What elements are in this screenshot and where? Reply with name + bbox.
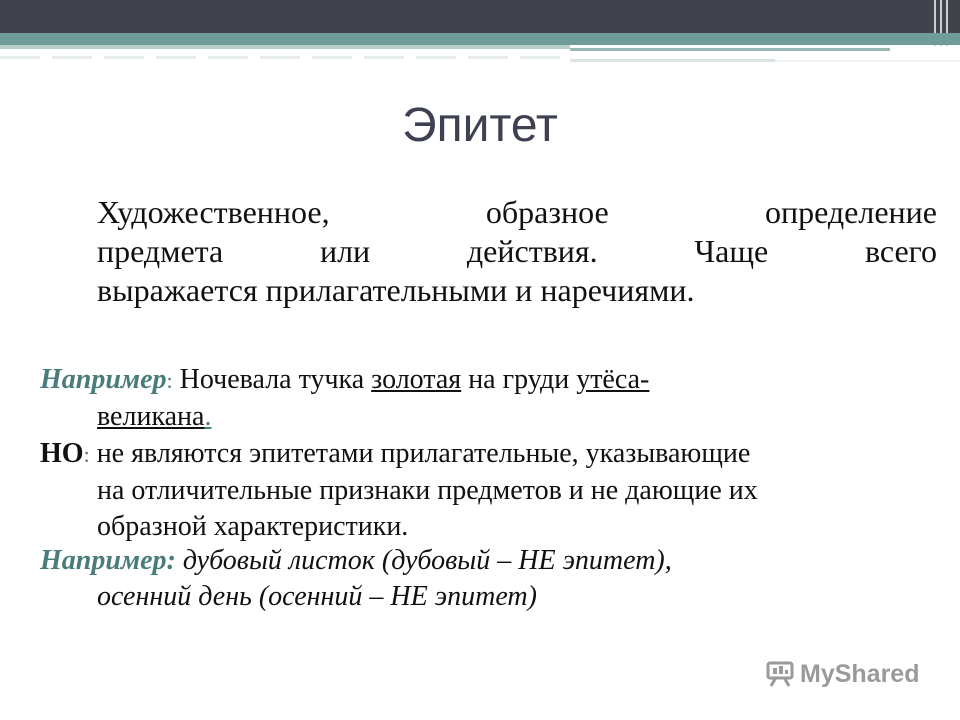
note-colon: :: [83, 442, 90, 467]
epithet-cliff: утёса-: [576, 364, 650, 395]
example-2: [40, 543, 940, 615]
example-text: на груди: [461, 364, 577, 395]
example-continuation: [40, 399, 940, 435]
slide-title: Эпитет: [402, 99, 558, 152]
watermark-text: MyShared: [800, 659, 920, 688]
example-1: [40, 362, 940, 435]
header-stripe: [0, 45, 570, 49]
presentation-board-icon: [766, 661, 794, 687]
definition: [97, 193, 937, 310]
note-label: НО: [40, 438, 84, 469]
note: [40, 436, 940, 545]
slide-header-bar: [0, 0, 960, 33]
header-stripe: [0, 56, 560, 59]
note-text: не являются эпитетами прилагательные, указывающие: [89, 438, 751, 469]
note-line: на отличительные признаки предметов и не дающие их: [97, 475, 758, 506]
epithet-golden: золотая: [371, 364, 462, 395]
watermark: [766, 654, 926, 694]
header-stripe: [0, 33, 960, 45]
definition-line: Художественное, образное определение: [97, 194, 937, 230]
header-stripe: [570, 59, 775, 62]
example-text: Ночевала тучка: [172, 364, 372, 395]
definition-line: выражается прилагательными и наречиями.: [97, 272, 695, 308]
header-stripe: [570, 48, 890, 51]
example-period: .: [204, 401, 212, 432]
example-text: дубовый листок (дубовый – НЕ эпитет),: [175, 545, 672, 576]
example-colon: :: [166, 368, 173, 393]
epithet-giant: великана: [97, 401, 205, 432]
note-line: образной характеристики.: [97, 511, 409, 542]
example-line: осенний день (осенний – НЕ эпитет): [97, 581, 537, 612]
example-label: Например: [40, 364, 167, 395]
example-label: Например:: [40, 545, 176, 576]
header-stripe: [775, 60, 960, 62]
definition-line: предмета или действия. Чаще всего: [97, 233, 937, 269]
